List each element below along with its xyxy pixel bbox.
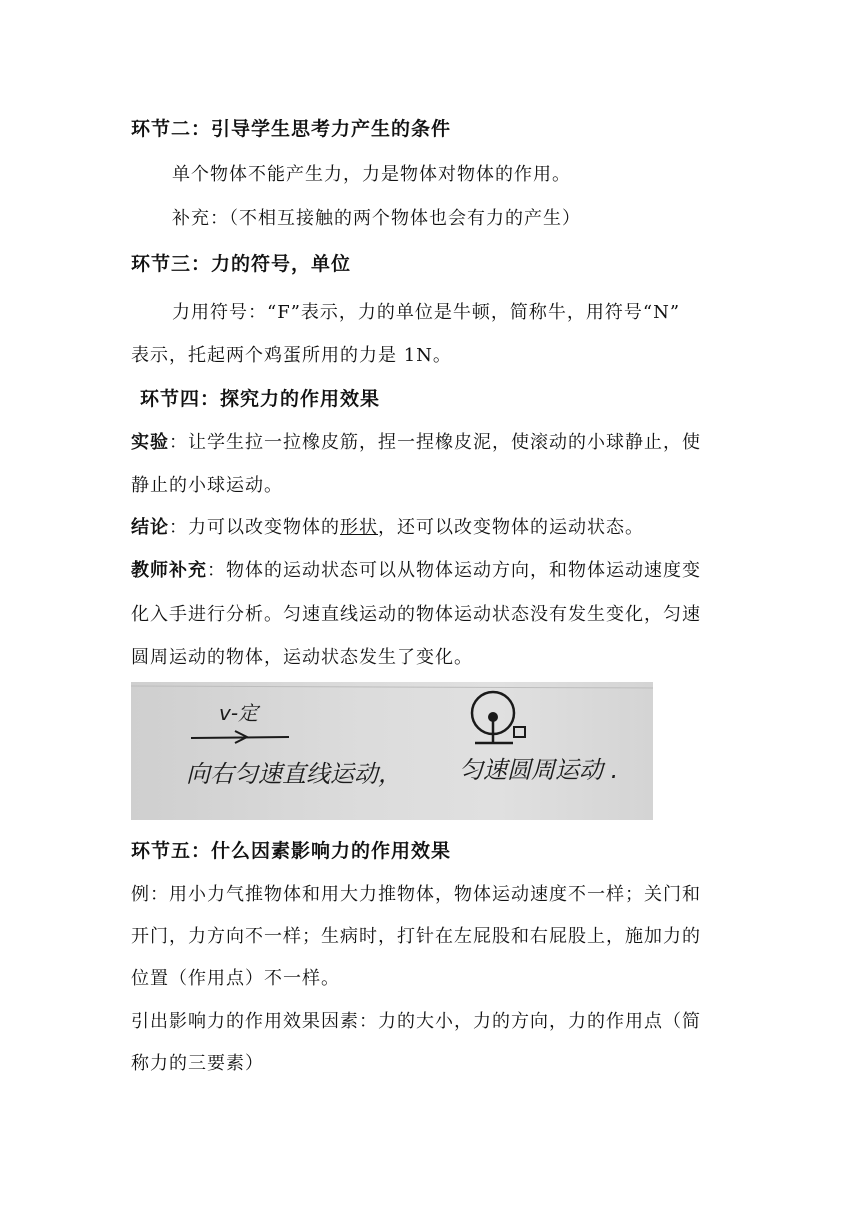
section2-line2: 补充：（不相互接触的两个物体也会有力的产生）: [172, 208, 581, 229]
experiment-label: 实验: [131, 432, 169, 453]
section5-line5: 称力的三要素）: [131, 1053, 264, 1074]
conclusion-post: ，还可以改变物体的运动状态。: [378, 517, 644, 538]
section5-heading: 环节五：什么因素影响力的作用效果: [131, 840, 452, 862]
section5-line4: 引出影响力的作用效果因素：力的大小，力的方向，力的作用点（简: [131, 1011, 701, 1032]
right-caption: 匀速圆周运动 .: [459, 756, 619, 784]
section3-heading: 环节三：力的符号，单位: [131, 253, 352, 275]
section2-line1: 单个物体不能产生力，力是物体对物体的作用。: [172, 164, 571, 185]
teacher-text: ：物体的运动状态可以从物体运动方向，和物体运动速度变: [207, 560, 701, 581]
velocity-label: v-定: [219, 701, 259, 725]
conclusion-underlined: 形状: [340, 517, 378, 538]
section4-heading: 环节四：探究力的作用效果: [140, 388, 381, 410]
teacher-line2: 化入手进行分析。匀速直线运动的物体运动状态没有发生变化，匀速: [131, 604, 701, 625]
left-caption: 向右匀速直线运动，: [186, 760, 402, 788]
experiment-text: ：让学生拉一拉橡皮筋，捏一捏橡皮泥，使滚动的小球静止，使: [169, 432, 701, 453]
conclusion-line: [131, 513, 644, 539]
handwriting-sketch: [131, 682, 653, 820]
teacher-line3: 圆周运动的物体，运动状态发生了变化。: [131, 647, 473, 668]
section5-line2: 开门，力方向不一样；生病时，打针在左屁股和右屁股上，施加力的: [131, 926, 701, 947]
conclusion-pre: ：力可以改变物体的: [169, 517, 340, 538]
section5-line1: 例：用小力气推物体和用大力推物体，物体运动速度不一样；关门和: [131, 884, 701, 905]
section5-line3: 位置（作用点）不一样。: [131, 968, 340, 989]
handwritten-motion-photo: [131, 682, 653, 820]
section3-line2: 表示，托起两个鸡蛋所用的力是 1N。: [131, 345, 452, 366]
conclusion-label: 结论: [131, 517, 169, 538]
section3-line1: 力用符号：“F”表示，力的单位是牛顿，简称牛，用符号“N”: [172, 302, 681, 323]
teacher-label: 教师补充: [131, 560, 207, 581]
section2-heading: 环节二：引导学生思考力产生的条件: [131, 118, 452, 140]
experiment-line2: 静止的小球运动。: [131, 475, 283, 496]
teacher-line1: [131, 556, 701, 582]
experiment-line1: [131, 428, 701, 454]
